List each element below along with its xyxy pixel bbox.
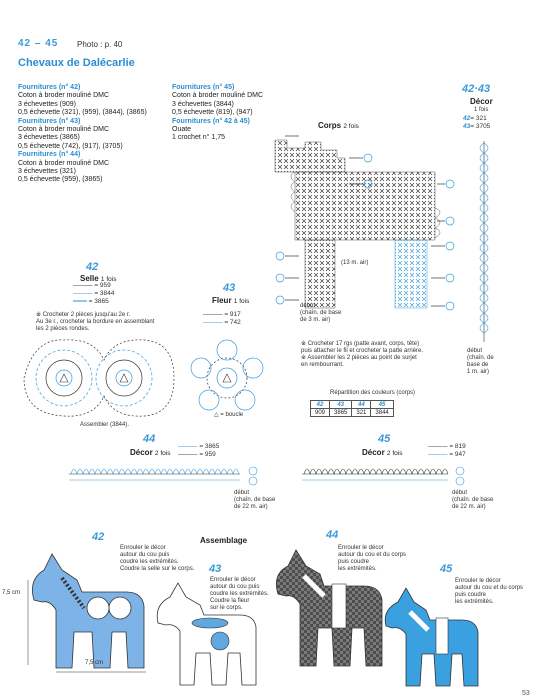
instruction-line: les extrémités. [338, 566, 377, 572]
materials-col1 [18, 84, 168, 185]
corps-note-line: ※ Assembler les 2 pièces au point de surjet [301, 355, 417, 361]
instruction-line: Enrouler le décor [455, 578, 501, 584]
legend-value: = 321 [470, 115, 487, 122]
legend-value: = 3844 [94, 290, 115, 297]
corps-debut-line: (chaîn. de base [300, 310, 342, 316]
selle-assemble: Assembler (3844). [80, 422, 130, 428]
materials-line: Coton à broder mouliné DMC [18, 92, 110, 100]
selle-number: 42 [86, 261, 99, 273]
legend-value: = 819 [449, 443, 466, 450]
decor44-legend: ——— = 3865 ——— = 959 [178, 443, 220, 458]
page-title: Chevaux de Dalécarlie [18, 57, 135, 69]
materials-heading: Fournitures (n° 45) [172, 84, 235, 91]
corps-debut [300, 303, 341, 324]
corps-debut-line: de 3 m. air) [300, 317, 331, 323]
table-cell: 43 [330, 401, 352, 409]
decor-top-legend [463, 115, 490, 131]
fleur-legend: ——— = 917 ——— = 742 [203, 311, 241, 326]
materials-line: Coton à broder mouliné DMC [18, 126, 110, 134]
legend-value: = 959 [94, 282, 111, 289]
debut-line: 1 m. air) [467, 369, 490, 375]
selle-note-line: ※ Crocheter 2 pièces jusqu'au 2e r. [36, 312, 131, 318]
instruction-line: Enrouler le décor [120, 545, 166, 551]
table-cell: 42 [311, 401, 330, 409]
table-row [311, 409, 394, 417]
fleur-label: Fleur [212, 296, 232, 305]
materials-line: Coton à broder mouliné DMC [172, 92, 264, 100]
debut-line: début [467, 348, 483, 354]
corps-count: 2 fois [343, 123, 359, 130]
legend-value: = 917 [224, 311, 241, 318]
decor-top-number: 42·43 [462, 83, 491, 95]
materials-line: Ouate [172, 126, 192, 134]
legend-value: = 3705 [470, 123, 491, 130]
corps-notes [301, 341, 471, 369]
materials-line: 3 échevettes (3844) [172, 100, 234, 108]
decor45-chart [298, 462, 473, 486]
instruction-line: autour du cou puis [120, 552, 170, 558]
table-cell: 3865 [330, 409, 352, 417]
selle-note-line: les 2 pièces rondes. [36, 326, 90, 332]
instruction-line: les extrémités. [455, 599, 494, 605]
legend-value: = 959 [199, 451, 216, 458]
repartition-table [310, 400, 394, 417]
legend-key: 42 [463, 115, 471, 122]
decor-top-count: 1 fois [474, 107, 489, 113]
fleur-chart [185, 338, 270, 418]
table-row [311, 401, 394, 409]
selle-notes [36, 312, 196, 333]
horse-45-illustration [380, 582, 500, 692]
decor44-number: 44 [143, 433, 156, 445]
assemblage-43-number: 43 [209, 563, 222, 575]
decor-top-debut [467, 348, 494, 376]
legend-value: = 742 [224, 319, 241, 326]
fleur-number: 43 [223, 282, 236, 294]
materials-line: 3 échevettes (321) [18, 168, 76, 176]
debut-line: (chaîn. de base [452, 497, 494, 503]
materials-heading: Fournitures (n° 42 à 45) [172, 117, 250, 125]
instruction-line: puis coudre [338, 559, 370, 565]
materials-line: 0,5 échevette (742), (917), (3705) [18, 142, 123, 150]
instruction-line: coudre les extrémités. [210, 591, 269, 597]
debut-line: début [234, 490, 250, 496]
decor45-count: 2 fois [386, 450, 403, 457]
selle-legend: ——— = 959 ——— = 3844 ═══ = 3865 [73, 282, 115, 305]
instruction-line: autour du cou et du corps [455, 585, 524, 591]
selle-count: 1 fois [100, 276, 117, 283]
debut-line: (chaîn. de [467, 355, 494, 361]
table-cell: 909 [311, 409, 330, 417]
debut-line: de 22 m. air) [452, 504, 486, 510]
decor44-title [130, 448, 170, 457]
pattern-numbers: 42 – 45 [18, 38, 59, 49]
materials-line: 0,5 échevette (819), (947) [172, 109, 253, 117]
decor-top-label: Décor [470, 97, 493, 106]
decor45-label: Décor [362, 448, 385, 457]
instruction-line: autour du cou et du corps [338, 552, 407, 558]
corps-note-line: puis attacher le fil et crocheter la patte arrière. [301, 348, 424, 354]
instruction-line: autour du cou puis [210, 584, 260, 590]
materials-line: Coton à broder mouliné DMC [18, 159, 110, 167]
materials-heading: Fournitures (n° 42) [18, 84, 81, 91]
selle-chart [12, 338, 177, 420]
materials-line: 3 échevettes (909) [18, 100, 76, 108]
corps-note-line: ※ Crocheter 17 rgs (patte avant, corps, tête) [301, 341, 420, 347]
legend-key: 43 [463, 123, 471, 130]
selle-label: Selle [80, 274, 99, 283]
instruction-line: coudre les extrémités. [120, 559, 179, 565]
fleur-boucle-legend: △ = boucle [214, 412, 244, 418]
corps-air-label: (13 m. air) [341, 260, 369, 266]
photo-reference: Photo : p. 40 [77, 40, 123, 49]
decor45-legend: ——— = 819 ——— = 947 [428, 443, 466, 458]
materials-line: 0,5 échevette (321), (959), (3844), (3865) [18, 109, 147, 117]
instruction-line: Coudre la selle sur le corps. [120, 566, 195, 572]
decor44-chart [65, 462, 265, 486]
decor45-title [362, 448, 402, 457]
instruction-line: Enrouler le décor [210, 577, 256, 583]
decor45-debut [452, 490, 493, 511]
decor-top-chain [474, 137, 494, 347]
table-cell: 44 [352, 401, 371, 409]
instruction-line: puis coudre [455, 592, 487, 598]
table-cell: 321 [352, 409, 371, 417]
decor45-number: 45 [378, 433, 391, 445]
decor44-count: 2 fois [154, 450, 171, 457]
dimension-height: 7,5 cm [2, 590, 21, 596]
corps-label: Corps [318, 121, 342, 130]
fleur-title [212, 296, 249, 305]
decor44-debut [234, 490, 275, 511]
debut-line: début [452, 490, 468, 496]
debut-line: (chaîn. de base [234, 497, 276, 503]
corps-note-line: en rembourrant. [301, 362, 344, 368]
table-cell: 45 [371, 401, 393, 409]
fleur-count: 1 fois [233, 298, 250, 305]
decor44-label: Décor [130, 448, 153, 457]
legend-value: = 947 [449, 451, 466, 458]
horse-43-illustration [150, 575, 280, 695]
instruction-line: Enrouler le décor [338, 545, 384, 551]
debut-line: de 22 m. air) [234, 504, 268, 510]
legend-value: = 3865 [199, 443, 220, 450]
corps-debut-line: début [300, 303, 316, 309]
instruction-line: sur le corps. [210, 605, 243, 611]
repartition-title: Répartition des couleurs (corps) [330, 390, 416, 396]
horse-44-illustration [268, 540, 398, 675]
selle-note-line: Au 3e r., crocheter la bordure en assemblant [36, 319, 155, 325]
instruction-line: Coudre la fleur [210, 598, 250, 604]
legend-value: = 3865 [88, 298, 109, 305]
materials-heading: Fournitures (n° 43) [18, 117, 81, 125]
corps-chart [265, 128, 470, 328]
dimension-width: 7,5 cm [85, 660, 104, 666]
materials-line: 0,5 échevette (959), (3865) [18, 176, 103, 184]
materials-line: 3 échevettes (3865) [18, 134, 80, 142]
debut-line: base de [467, 362, 489, 368]
assemblage-42-number: 42 [92, 531, 105, 543]
page-number: 53 [522, 690, 530, 697]
assemblage-45-number: 45 [440, 563, 453, 575]
assemblage-title: Assemblage [200, 536, 248, 545]
materials-line: 1 crochet n° 1,75 [172, 134, 225, 142]
table-cell: 3844 [371, 409, 393, 417]
materials-heading: Fournitures (n° 44) [18, 151, 81, 159]
assemblage-44-number: 44 [326, 529, 339, 541]
